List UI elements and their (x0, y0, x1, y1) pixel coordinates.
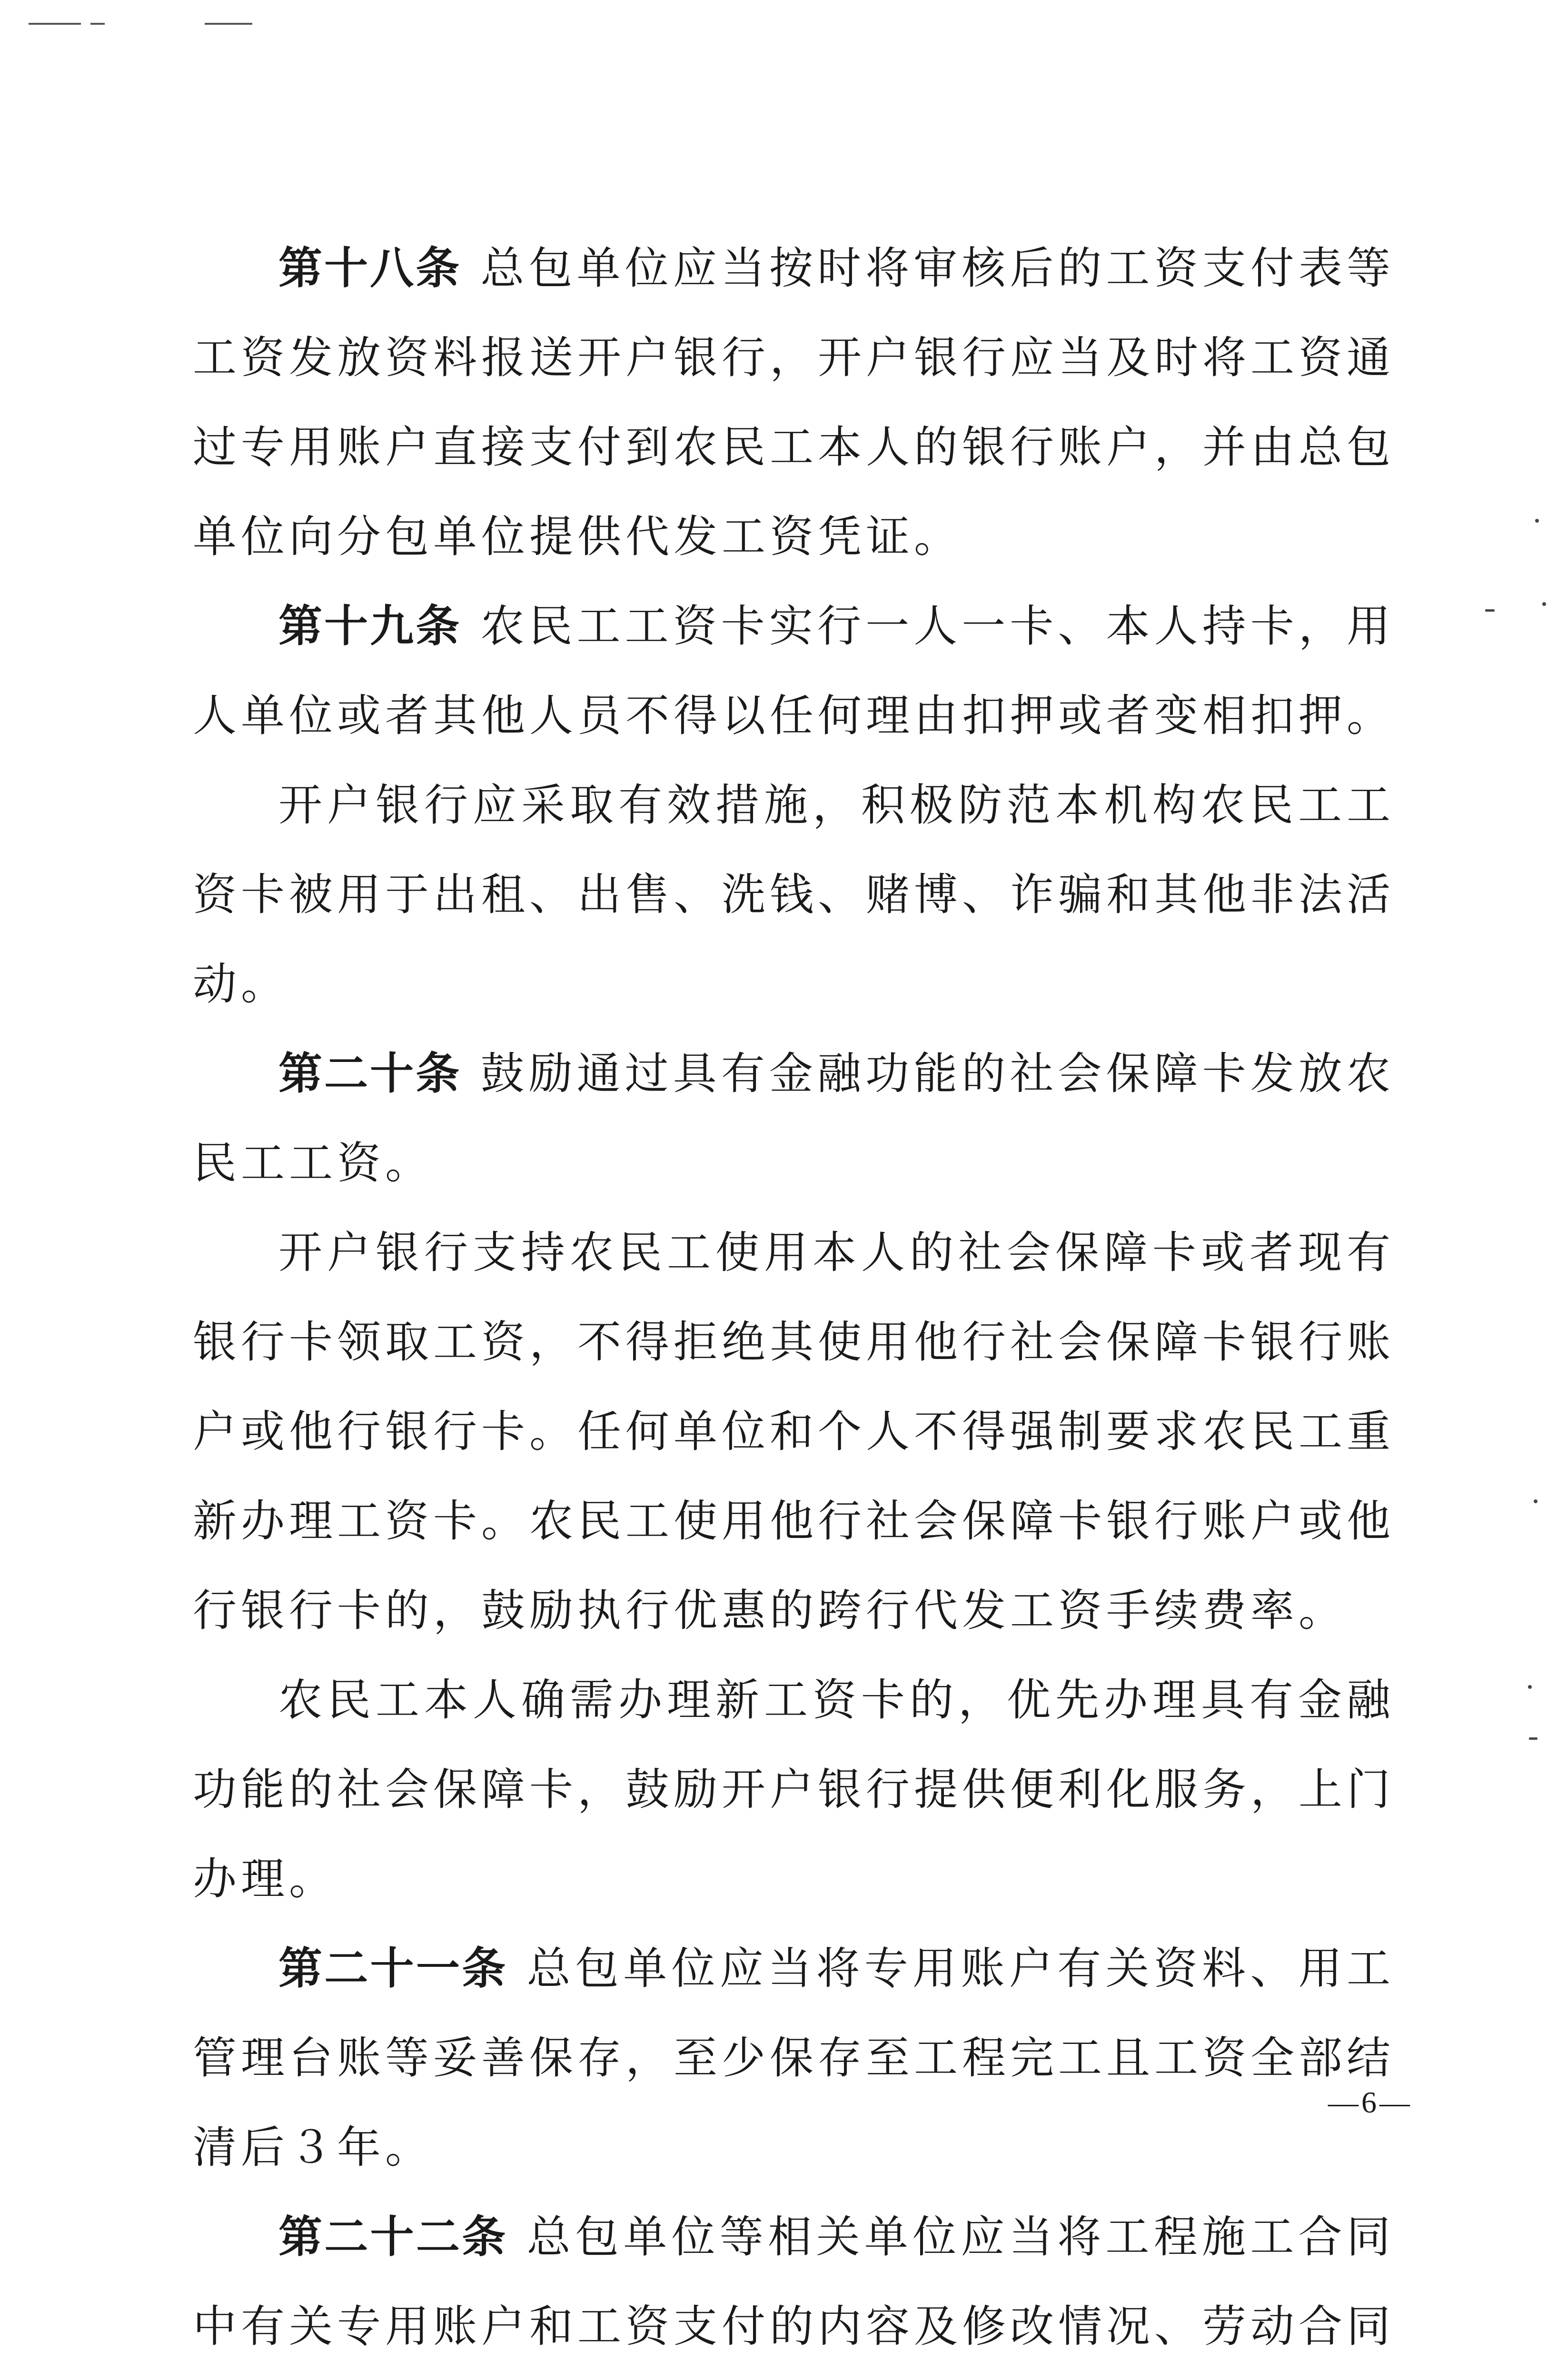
scan-speck (1542, 602, 1546, 606)
scan-speck (1529, 1737, 1537, 1740)
paragraph-text: 总包单位等相关单位应当将工程施工合同中有关专用账户和工资支付的内容及修改情况、劳动合同 (193, 2211, 1395, 2352)
paragraph-text: 总包单位应当将专用账户有关资料、用工管理台账等妥善保存，至少保存至工程完工且工资全部结清后３年。 (193, 1943, 1395, 2173)
scan-artifact (205, 23, 252, 25)
paragraph-text: 总包单位应当按时将审核后的工资支付表等工资发放资料报送开户银行，开户银行应当及时将工资通过专用账户直接支付到农民工本人的银行账户，并由总包单位向分包单位提供代发工资凭证。 (193, 243, 1395, 562)
scan-artifact (29, 23, 81, 25)
paragraph-text: 开户银行应采取有效措施，积极防范本机构农民工工资卡被用于出租、出售、洗钱、赌博、诈骗和其他非法活动。 (193, 780, 1395, 1010)
paragraph-article-20 (193, 1029, 1395, 1208)
paragraph-article-20-clause-3 (193, 1656, 1395, 1924)
article-number: 第二十一条 (278, 1943, 508, 1994)
paragraph-article-19-clause-2 (193, 761, 1395, 1029)
paragraph-text: 农民工工资卡实行一人一卡、本人持卡，用人单位或者其他人员不得以任何理由扣押或者变相扣押。 (193, 601, 1395, 741)
paragraph-article-20-clause-2 (193, 1208, 1395, 1656)
paragraph-article-21 (193, 1924, 1395, 2192)
article-number: 第二十条 (278, 1048, 462, 1099)
paragraph-text: 开户银行支持农民工使用本人的社会保障卡或者现有银行卡领取工资，不得拒绝其使用他行社会保障卡银行账户或他行银行卡。任何单位和个人不得强制要求农民工重新办理工资卡。农民工使用他行社会保障卡银行账户或他行银行卡的，鼓励执行优惠的跨行代发工资手续费率。 (193, 1227, 1395, 1636)
article-number: 第二十二条 (278, 2211, 508, 2262)
paragraph-text: 鼓励通过具有金融功能的社会保障卡发放农民工工资。 (193, 1048, 1395, 1189)
paragraph-text: 农民工本人确需办理新工资卡的，优先办理具有金融功能的社会保障卡，鼓励开户银行提供便利化服务，上门办理。 (193, 1675, 1395, 1904)
page-number: —6— (1328, 2085, 1413, 2119)
article-number: 第十九条 (278, 601, 462, 652)
scan-speck (1534, 1499, 1537, 1503)
scan-speck (1485, 609, 1495, 612)
scan-speck (1528, 1685, 1532, 1689)
scan-speck (1535, 519, 1539, 523)
scan-artifact (90, 23, 105, 25)
paragraph-article-19 (193, 582, 1395, 761)
paragraph-article-22 (193, 2192, 1395, 2380)
document-body (193, 224, 1395, 2380)
paragraph-article-18 (193, 224, 1395, 582)
article-number: 第十八条 (278, 243, 462, 294)
